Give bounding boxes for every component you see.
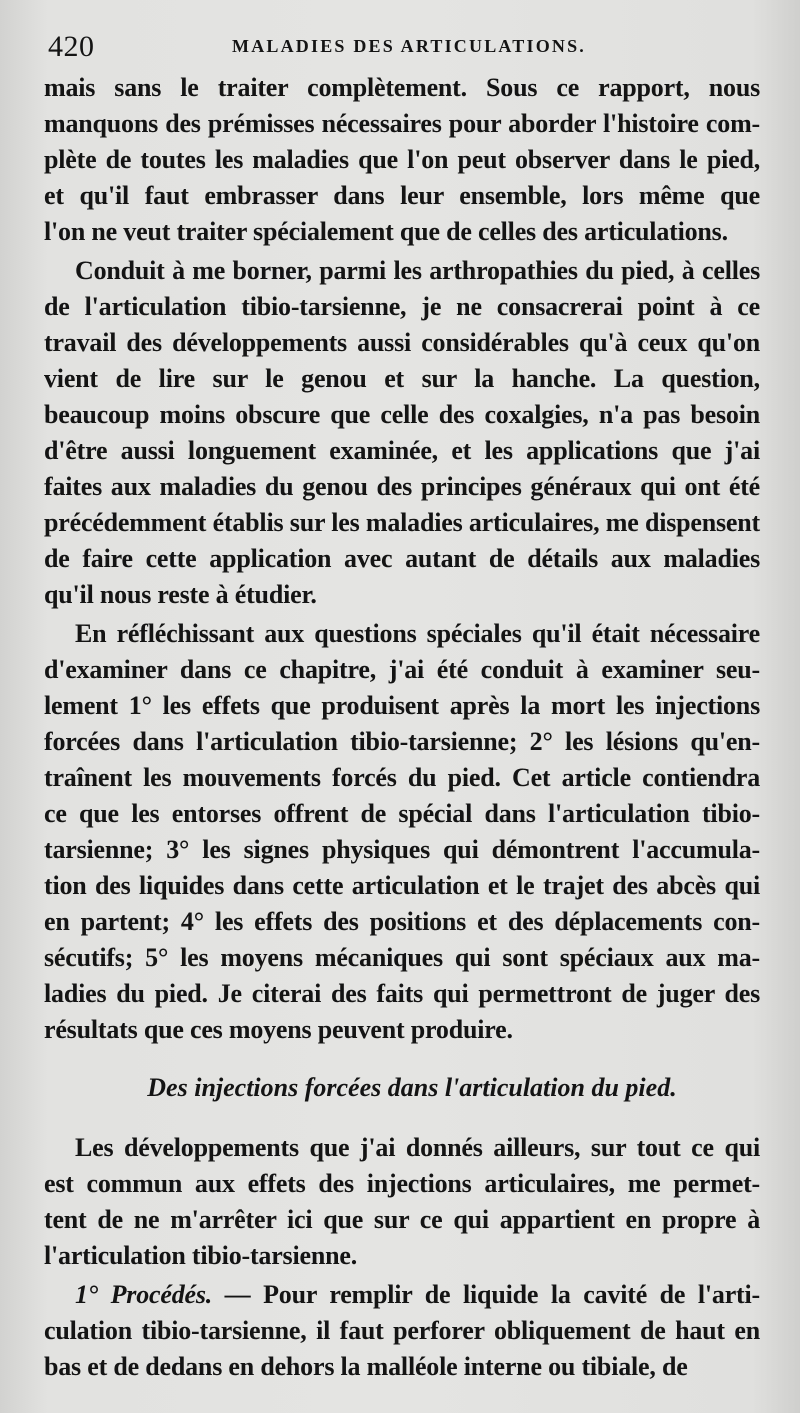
line-text: et qu'il faut embrasser dans leur ensemble, lors même que	[44, 181, 760, 210]
line-text: de faire cette application avec autant de détails aux maladies	[44, 544, 760, 573]
text-line	[44, 1238, 760, 1274]
text-line	[44, 616, 760, 652]
text-line	[44, 106, 760, 142]
text-line	[44, 142, 760, 178]
line-text: est commun aux effets des injections articulaires, me permet-	[44, 1169, 760, 1198]
line-text: plète de toutes les maladies que l'on peut observer dans le pied,	[44, 145, 760, 174]
text-line	[44, 577, 760, 613]
paragraph	[44, 616, 760, 1048]
text-line	[44, 652, 760, 688]
line-text: tarsienne; 3° les signes physiques qui démontrent l'accumula-	[44, 835, 760, 864]
line-text: vient de lire sur le genou et sur la hanche. La question,	[44, 364, 760, 393]
text-line	[44, 1012, 760, 1048]
line-text: résultats que ces moyens peuvent produire.	[44, 1015, 513, 1044]
text-line	[44, 940, 760, 976]
line-text: l'articulation tibio-tarsienne.	[44, 1241, 357, 1270]
text-line	[44, 505, 760, 541]
section-title: Des injections forcées dans l'articulation du pied.	[147, 1073, 677, 1102]
paragraphs-after-section	[44, 1130, 760, 1385]
text-line	[44, 688, 760, 724]
page-number: 420	[48, 30, 95, 63]
running-title: MALADIES DES ARTICULATIONS.	[232, 36, 587, 56]
text-line	[44, 214, 760, 250]
text-line	[44, 1130, 760, 1166]
text-line	[44, 1166, 760, 1202]
text-line	[44, 724, 760, 760]
text-line	[44, 469, 760, 505]
line-text: Conduit à me borner, parmi les arthropathies du pied, à celles	[75, 256, 760, 285]
running-head	[48, 30, 758, 63]
text-line	[44, 868, 760, 904]
text-line	[44, 70, 760, 106]
text-line	[44, 1349, 760, 1385]
paragraph	[44, 1277, 760, 1385]
line-text: précédemment établis sur les maladies articulaires, me dispensent	[44, 508, 760, 537]
paragraphs-before-section	[44, 70, 760, 1048]
line-text: qu'il nous reste à étudier.	[44, 580, 317, 609]
text-line	[44, 253, 760, 289]
text-line	[44, 904, 760, 940]
line-text: culation tibio-tarsienne, il faut perforer obliquement de haut en	[44, 1316, 760, 1345]
line-text: tent de ne m'arrêter ici que sur ce qui appartient en propre à	[44, 1205, 760, 1234]
line-text: — Pour remplir de liquide la cavité de l'arti-	[212, 1280, 760, 1309]
line-text: faites aux maladies du genou des principes généraux qui ont été	[44, 472, 760, 501]
line-text: de l'articulation tibio-tarsienne, je ne consacrerai point à ce	[44, 292, 760, 321]
paragraph	[44, 253, 760, 613]
text-line	[44, 397, 760, 433]
text-line	[44, 178, 760, 214]
line-text: beaucoup moins obscure que celle des coxalgies, n'a pas besoin	[44, 400, 760, 429]
text-line	[44, 760, 760, 796]
line-text: lement 1° les effets que produisent après la mort les injections	[44, 691, 760, 720]
line-text: bas et de dedans en dehors la malléole interne ou tibiale, de	[44, 1352, 688, 1381]
paragraph	[44, 70, 760, 250]
line-text: manquons des prémisses nécessaires pour aborder l'histoire com-	[44, 109, 760, 138]
line-text: tion des liquides dans cette articulation et le trajet des abcès qui	[44, 871, 760, 900]
page-body	[44, 70, 760, 1385]
line-text: mais sans le traiter complètement. Sous ce rapport, nous	[44, 73, 760, 102]
text-line	[44, 1277, 760, 1313]
line-text: traînent les mouvements forcés du pied. Cet article contiendra	[44, 763, 760, 792]
line-text: travail des développements aussi considérables qu'à ceux qu'on	[44, 328, 760, 357]
line-text: forcées dans l'articulation tibio-tarsienne; 2° les lésions qu'en-	[44, 727, 760, 756]
line-text: En réfléchissant aux questions spéciales qu'il était nécessaire	[75, 619, 760, 648]
paragraph	[44, 1130, 760, 1274]
text-line	[44, 1202, 760, 1238]
line-text: ladies du pied. Je citerai des faits qui permettront de juger des	[44, 979, 760, 1008]
line-text: l'on ne veut traiter spécialement que de celles des articulations.	[44, 217, 728, 246]
text-line	[44, 796, 760, 832]
text-line	[44, 325, 760, 361]
text-line	[44, 361, 760, 397]
text-line	[44, 433, 760, 469]
text-line	[44, 976, 760, 1012]
line-text: en partent; 4° les effets des positions et des déplacements con-	[44, 907, 760, 936]
text-line	[44, 541, 760, 577]
line-text: d'être aussi longuement examinée, et les applications que j'ai	[44, 436, 760, 465]
line-text: sécutifs; 5° les moyens mécaniques qui sont spéciaux aux ma-	[44, 943, 760, 972]
text-line	[44, 289, 760, 325]
text-line	[44, 832, 760, 868]
text-line	[44, 1313, 760, 1349]
line-text: d'examiner dans ce chapitre, j'ai été conduit à examiner seu-	[44, 655, 760, 684]
line-text: ce que les entorses offrent de spécial dans l'articulation tibio-	[44, 799, 760, 828]
paragraph-lead: 1° Procédés.	[75, 1280, 213, 1309]
line-text: Les développements que j'ai donnés ailleurs, sur tout ce qui	[75, 1133, 760, 1162]
